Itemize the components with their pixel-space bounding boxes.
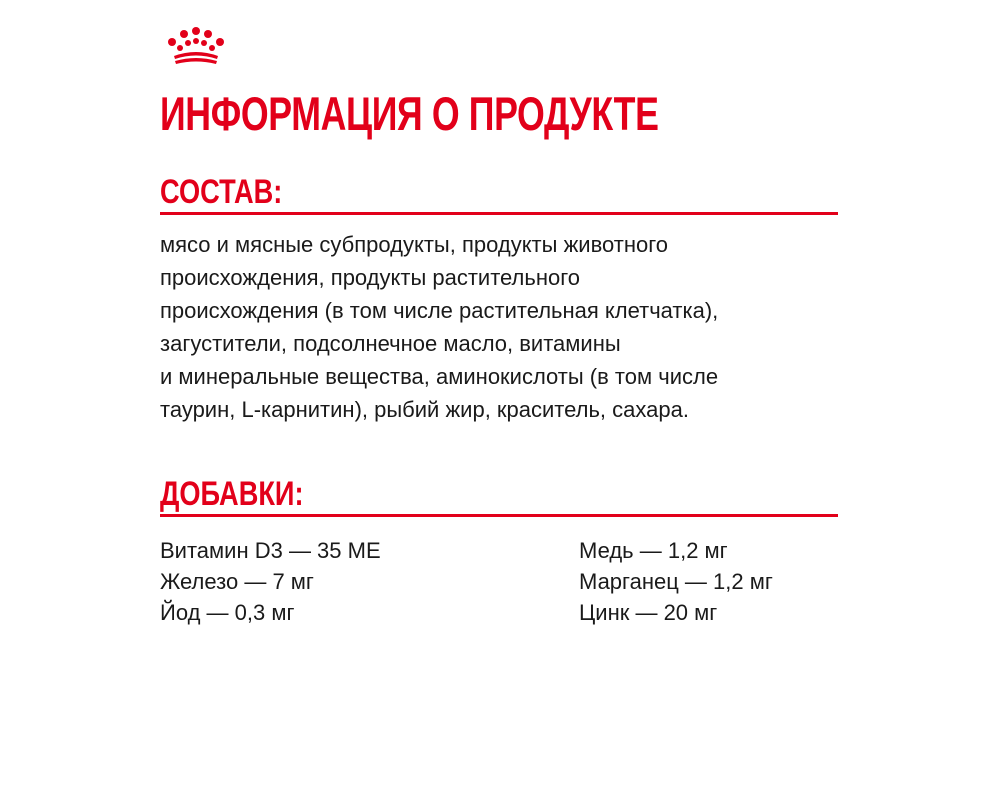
additive-item: Медь — 1,2 мг [579,538,728,563]
composition-text [160,228,860,426]
composition-heading: СОСТАВ: [160,173,283,211]
additives-right-column [579,535,773,628]
additives-divider [160,514,838,517]
composition-line: и минеральные вещества, аминокислоты (в том числе [160,364,719,389]
additives-left-column [160,535,381,628]
additive-item: Витамин D3 — 35 МЕ [160,538,381,563]
crown-icon [160,26,232,66]
additive-item: Марганец — 1,2 мг [579,569,773,594]
additives-heading: ДОБАВКИ: [160,475,304,513]
composition-divider [160,212,838,215]
page-title: ИНФОРМАЦИЯ О ПРОДУКТЕ [160,87,659,140]
composition-line: происхождения, продукты растительного [160,265,581,290]
composition-line: происхождения (в том числе растительная клетчатка), [160,298,719,323]
composition-line: мясо и мясные субпродукты, продукты животного [160,232,668,257]
composition-line: таурин, L-карнитин), рыбий жир, краситель, сахара. [160,397,689,422]
additive-item: Железо — 7 мг [160,569,314,594]
composition-line: загустители, подсолнечное масло, витамины [160,331,621,356]
product-info-page [160,0,840,800]
additive-item: Цинк — 20 мг [579,600,718,625]
additive-item: Йод — 0,3 мг [160,600,295,625]
